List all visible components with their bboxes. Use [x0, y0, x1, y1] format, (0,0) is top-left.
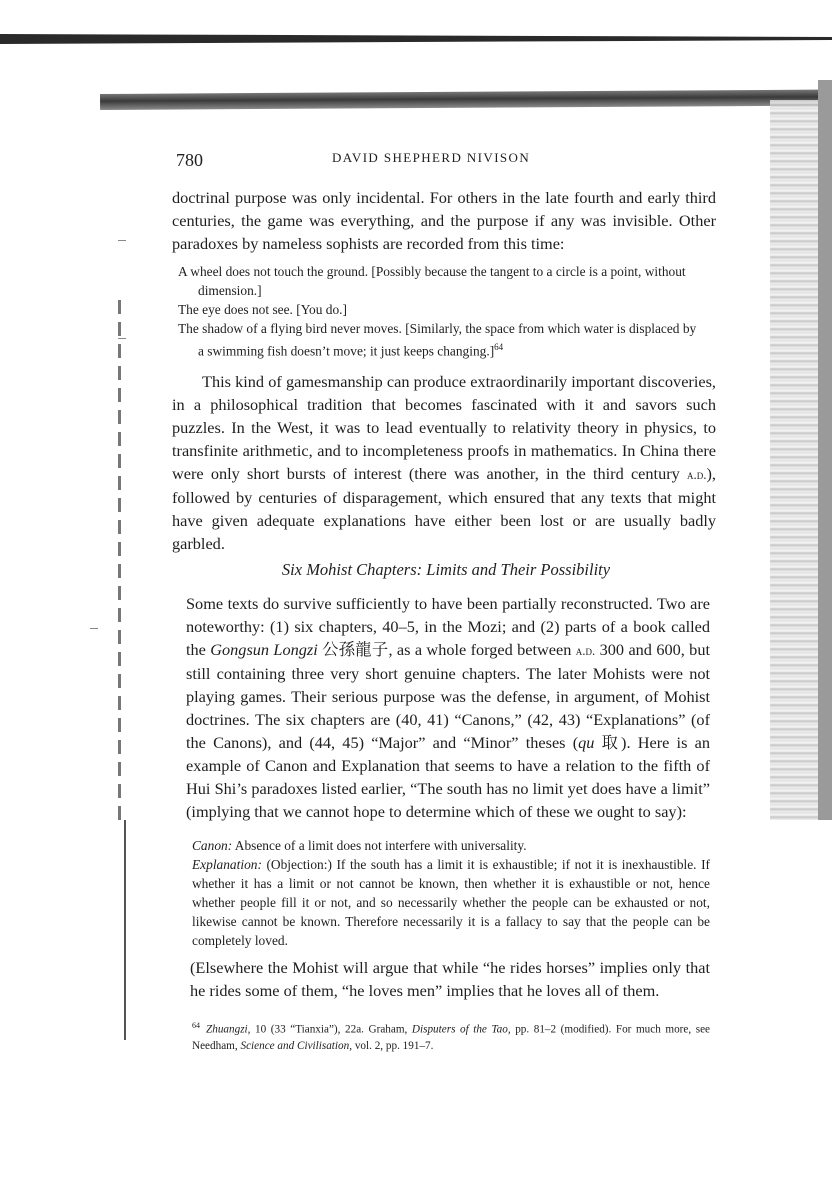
section-heading: Six Mohist Chapters: Limits and Their Possibility [281, 560, 611, 579]
explanation-label: Explanation: [192, 857, 262, 872]
intro-paragraph-block [172, 186, 716, 255]
running-title: DAVID SHEPHERD NIVISON [332, 150, 531, 165]
closing-paragraph: (Elsewhere the Mohist will argue that while “he rides horses” implies only that he rides some of them, “he loves men” implies that he loves all of them. [190, 958, 710, 1000]
mohist-paragraph-block [186, 592, 710, 823]
example-wheel: A wheel does not touch the ground. [Possibly because the tangent to a circle is a point, without dimension.] [178, 264, 686, 298]
canon-label: Canon: [192, 838, 233, 853]
page-number: 780 [176, 150, 203, 170]
example-shadow: The shadow of a flying bird never moves. [Similarly, the space from which water is displaced by a swimming fish doesn’t move; it just keeps changing.]$^{64}$ [178, 321, 697, 359]
closing-paragraph-block [190, 956, 710, 1002]
footnote-64: $^{64}$ Zhuangzi, 10 (33 “Tianxia”), 22a. Graham, Disputers of the Tao, pp. 81–2 (modified). For much more, see Needham, Science and Civilisation, vol. 2, pp. 191–7. [192, 1021, 710, 1052]
footnote-ref: 64 [494, 342, 504, 352]
paradox-examples [178, 262, 704, 360]
canon-line: Canon: Absence of a limit does not interfere with universality. [192, 838, 527, 853]
mohist-paragraph: Some texts do survive sufficiently to have been partially reconstructed. Two are noteworthy: (1) six chapters, 40–5, in the Mozi; and (2) parts of a book called the Gongsun Longzi 公孫龍子, as a whole forged between a.d. 300 and 600, but still containing three very short genuine chapters. The later Mohists were not playing games. Their serious purpose was the defense, in argument, of Mohist doctrines. The six chapters are (40, 41) “Canons,” (42, 43) “Explanations” (of the Canons), and (44, 45) “Major” and “Minor” theses (qu 取). Here is an example of Canon and Explanation that seems to have a relation to the fifth of Hui Shi’s paradoxes listed earlier, “The south has no limit yet does have a limit” (implying that we cannot hope to determine which of these we ought to say): [186, 594, 710, 821]
era-abbr: a.d. [687, 467, 707, 482]
gamesmanship-paragraph-block [172, 370, 716, 555]
gamesmanship-paragraph: This kind of gamesmanship can produce extraordinarily important discoveries, in a philosophical tradition that becomes fascinated with it and savors such puzzles. In the West, it was to lead eventually to relativity theory in physics, to transfinite arithmetic, and to incompleteness proofs in mathematics. In China there were only short bursts of interest (there was another, in the third century a.d.), followed by centuries of disparagement, which ensured that any texts that might have given adequate explanations have either been lost or are usually badly garbled. [172, 372, 716, 553]
term-qu: qu [578, 733, 595, 752]
intro-paragraph: doctrinal purpose was only incidental. For others in the late fourth and early third centuries, the game was everything, and the purpose if any was invisible. Other paradoxes by nameless sophists are recorded from this time: [172, 188, 716, 253]
explanation-text: Explanation: (Objection:) If the south has a limit it is exhaustible; if not it is inexhaustible. If whether it has a limit or not cannot be known, then whether it is exhaustible or not, hence whether people fill it or not, and so necessarily whether the people can be exhausted or not, likewise cannot be known. Therefore necessarily it is a fallacy to say that the people can be completely loved. [192, 857, 710, 948]
book-title: Gongsun Longzi [210, 640, 318, 659]
running-head [176, 150, 716, 176]
footnote-mark: 64 [192, 1021, 200, 1030]
canon-explanation-block [192, 836, 710, 950]
example-eye: The eye does not see. [You do.] [178, 302, 347, 317]
era-abbr: a.d. [575, 643, 596, 658]
